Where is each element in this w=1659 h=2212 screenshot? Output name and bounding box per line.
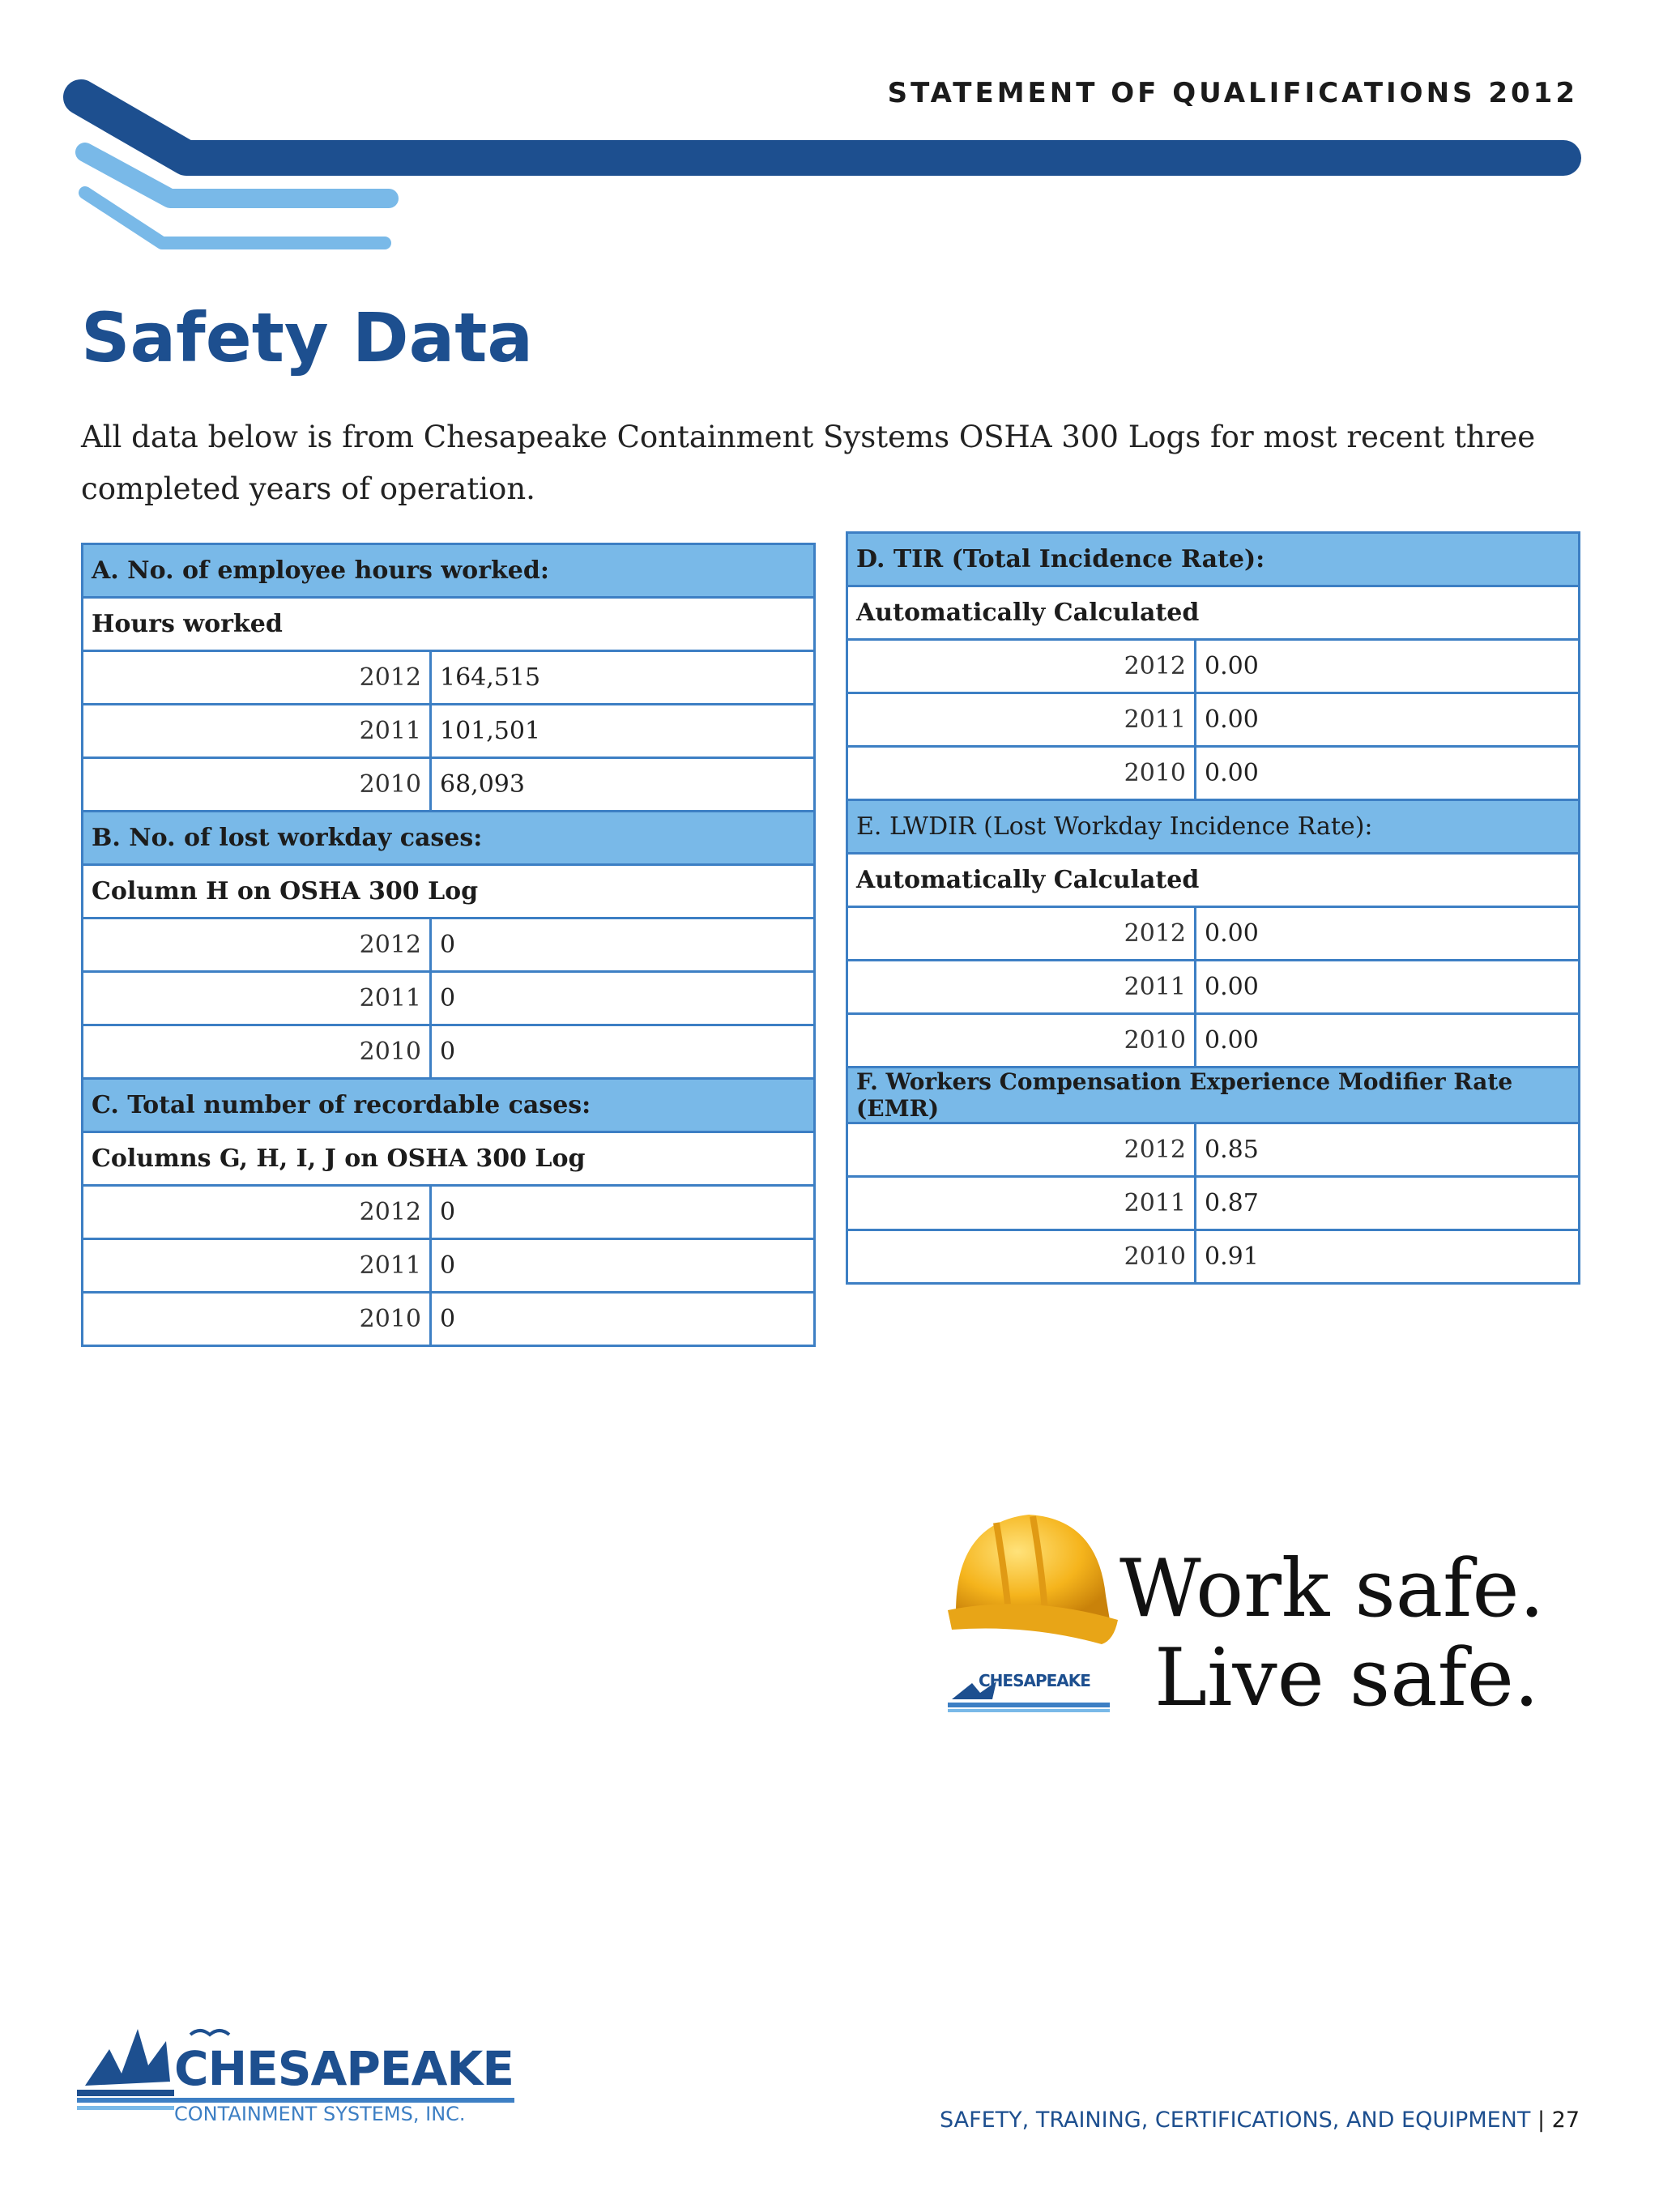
value-cell: 0.91 bbox=[1196, 1230, 1580, 1284]
safety-table-left bbox=[81, 543, 816, 1347]
section-heading-c: C. Total number of recordable cases: bbox=[83, 1079, 815, 1132]
chesapeake-logo bbox=[77, 2017, 514, 2130]
table-row bbox=[847, 1014, 1580, 1068]
work-safe-text: Work safe. bbox=[1120, 1543, 1545, 1635]
value-cell: 0.85 bbox=[1196, 1123, 1580, 1177]
value-cell: 0.00 bbox=[1196, 693, 1580, 747]
table-row bbox=[83, 651, 815, 705]
table-row bbox=[83, 705, 815, 758]
value-cell: 0.00 bbox=[1196, 961, 1580, 1014]
table-row bbox=[83, 918, 815, 972]
year-cell: 2010 bbox=[83, 758, 431, 812]
year-cell: 2011 bbox=[847, 693, 1196, 747]
section-subheading-c: Columns G, H, I, J on OSHA 300 Log bbox=[83, 1132, 815, 1186]
year-cell: 2012 bbox=[847, 907, 1196, 961]
mini-logo-text: CHESAPEAKE bbox=[979, 1671, 1090, 1690]
footer-separator: | bbox=[1530, 2108, 1552, 2133]
year-cell: 2011 bbox=[847, 1177, 1196, 1230]
table-row bbox=[847, 1123, 1580, 1177]
page-number: 27 bbox=[1551, 2108, 1580, 2133]
header-swoosh bbox=[0, 0, 1659, 275]
section-heading-d: D. TIR (Total Incidence Rate): bbox=[847, 533, 1580, 586]
safety-table-right bbox=[846, 531, 1580, 1285]
section-subheading-b: Column H on OSHA 300 Log bbox=[83, 865, 815, 918]
section-heading-b: B. No. of lost workday cases: bbox=[83, 812, 815, 865]
value-cell: 0 bbox=[431, 1186, 815, 1239]
value-cell: 0.00 bbox=[1196, 640, 1580, 693]
section-heading-e: E. LWDIR (Lost Workday Incidence Rate): bbox=[847, 800, 1580, 854]
value-cell: 0 bbox=[431, 972, 815, 1025]
section-heading-a: A. No. of employee hours worked: bbox=[83, 544, 815, 598]
value-cell: 0.00 bbox=[1196, 907, 1580, 961]
value-cell: 0 bbox=[431, 918, 815, 972]
year-cell: 2010 bbox=[83, 1025, 431, 1079]
value-cell: 0.87 bbox=[1196, 1177, 1580, 1230]
year-cell: 2011 bbox=[83, 1239, 431, 1293]
year-cell: 2012 bbox=[83, 1186, 431, 1239]
live-safe-text: Live safe. bbox=[1154, 1632, 1540, 1724]
table-row bbox=[847, 640, 1580, 693]
year-cell: 2010 bbox=[83, 1293, 431, 1346]
table-row bbox=[847, 1177, 1580, 1230]
section-heading-f: F. Workers Compensation Experience Modifier Rate (EMR) bbox=[847, 1068, 1580, 1123]
page-title: Safety Data bbox=[81, 298, 534, 377]
year-cell: 2010 bbox=[847, 1230, 1196, 1284]
value-cell: 0 bbox=[431, 1293, 815, 1346]
year-cell: 2012 bbox=[83, 918, 431, 972]
hard-hat-icon bbox=[940, 1490, 1126, 1669]
table-row bbox=[847, 747, 1580, 800]
year-cell: 2011 bbox=[83, 972, 431, 1025]
table-row bbox=[847, 693, 1580, 747]
value-cell: 0 bbox=[431, 1239, 815, 1293]
table-row bbox=[83, 758, 815, 812]
intro-paragraph: All data below is from Chesapeake Containment Systems OSHA 300 Logs for most recent three completed years of operation. bbox=[81, 420, 1536, 506]
table-row bbox=[847, 961, 1580, 1014]
year-cell: 2011 bbox=[847, 961, 1196, 1014]
logo-name: CHESAPEAKE bbox=[174, 2041, 514, 2096]
year-cell: 2012 bbox=[847, 1123, 1196, 1177]
table-row bbox=[83, 1239, 815, 1293]
year-cell: 2010 bbox=[847, 747, 1196, 800]
value-cell: 0 bbox=[431, 1025, 815, 1079]
value-cell: 0.00 bbox=[1196, 1014, 1580, 1068]
year-cell: 2012 bbox=[83, 651, 431, 705]
table-row bbox=[847, 907, 1580, 961]
header-title: STATEMENT OF QUALIFICATIONS 2012 bbox=[887, 77, 1578, 109]
year-cell: 2010 bbox=[847, 1014, 1196, 1068]
table-row bbox=[847, 1230, 1580, 1284]
section-subheading-a: Hours worked bbox=[83, 598, 815, 651]
year-cell: 2012 bbox=[847, 640, 1196, 693]
table-row bbox=[83, 1186, 815, 1239]
table-row bbox=[83, 1293, 815, 1346]
section-subheading-d: Automatically Calculated bbox=[847, 586, 1580, 640]
section-subheading-e: Automatically Calculated bbox=[847, 854, 1580, 907]
footer-section: SAFETY, TRAINING, CERTIFICATIONS, AND EQUIPMENT bbox=[939, 2108, 1531, 2133]
value-cell: 68,093 bbox=[431, 758, 815, 812]
value-cell: 164,515 bbox=[431, 651, 815, 705]
value-cell: 101,501 bbox=[431, 705, 815, 758]
table-row bbox=[83, 972, 815, 1025]
table-row bbox=[83, 1025, 815, 1079]
work-safe-promo bbox=[940, 1490, 1545, 1724]
footer-section-label bbox=[940, 2108, 1580, 2133]
logo-subtitle: CONTAINMENT SYSTEMS, INC. bbox=[174, 2103, 466, 2125]
year-cell: 2011 bbox=[83, 705, 431, 758]
value-cell: 0.00 bbox=[1196, 747, 1580, 800]
